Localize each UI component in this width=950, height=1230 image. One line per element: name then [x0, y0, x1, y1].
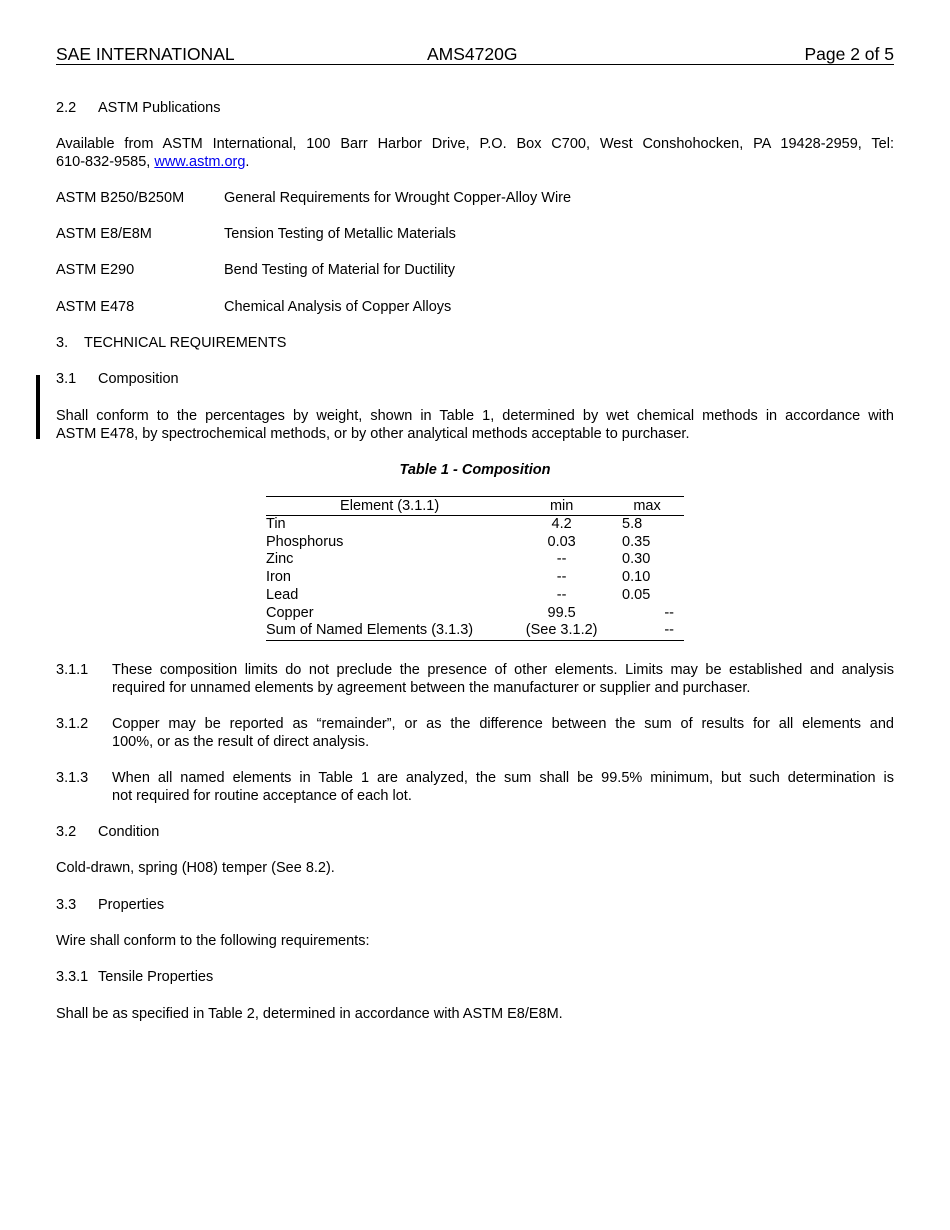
table-1-caption: Table 1 - Composition	[399, 462, 551, 478]
text-line-1: These composition limits do not preclude the presence of other elements. Limits may be established and analysis	[112, 662, 894, 678]
text-line-2: not required for routine acceptance of each lot.	[112, 788, 412, 804]
reference-title: Chemical Analysis of Copper Alloys	[224, 299, 452, 315]
cell-min: --	[556, 569, 567, 586]
text-line-1: Copper may be reported as “remainder”, or as the difference between the sum of results for all elements and	[112, 716, 894, 732]
section-3-1-3	[56, 769, 894, 805]
section-3-3-1-heading	[56, 968, 213, 986]
section-number: 3.1	[56, 371, 77, 387]
availability-line-2	[56, 154, 249, 170]
section-3-1-1	[56, 661, 894, 697]
page-header	[56, 43, 894, 65]
reference-item	[56, 298, 451, 316]
section-title: Properties	[98, 897, 165, 913]
cell-min: --	[556, 551, 567, 568]
section-title: Tensile Properties	[98, 969, 214, 985]
section-3-2-heading	[56, 823, 159, 841]
cell-element: Sum of Named Elements (3.1.3)	[266, 622, 474, 639]
header-org: SAE INTERNATIONAL	[56, 44, 235, 64]
section-number: 3.	[56, 335, 69, 351]
section-number: 3.1.3	[56, 770, 89, 786]
cell-min: 0.03	[547, 533, 576, 550]
text-line-2: required for unnamed elements by agreement between the manufacturer or supplier and purchaser.	[112, 680, 751, 696]
cell-min: 4.2	[551, 516, 572, 532]
composition-table	[266, 496, 684, 641]
availability-period: .	[245, 154, 250, 170]
properties-text: Wire shall conform to the following requirements:	[56, 933, 370, 949]
cell-max: --	[664, 604, 674, 621]
revision-change-bar	[36, 375, 40, 439]
cell-min: --	[556, 586, 567, 603]
cell-element: Phosphorus	[266, 533, 344, 550]
section-number: 3.1.1	[56, 662, 89, 678]
reference-item	[56, 189, 571, 207]
section-title: Composition	[98, 371, 179, 387]
availability-phone: 610-832-9585,	[56, 154, 155, 170]
table-row	[266, 534, 684, 552]
section-3-1-2	[56, 715, 894, 751]
section-3-heading	[56, 334, 286, 352]
text-line-1: When all named elements in Table 1 are analyzed, the sum shall be 99.5% minimum, but such determination is	[112, 770, 894, 786]
availability-line-1: Available from ASTM International, 100 Barr Harbor Drive, P.O. Box C700, West Conshohocken, PA 19428-2959, Tel:	[56, 136, 894, 152]
section-number: 3.2	[56, 824, 77, 840]
cell-min: (See 3.1.2)	[525, 622, 598, 639]
composition-line-1: Shall conform to the percentages by weight, shown in Table 1, determined by wet chemical methods in accordance with	[56, 408, 894, 424]
cell-element: Zinc	[266, 551, 294, 568]
section-number: 3.1.2	[56, 716, 89, 732]
section-title: TECHNICAL REQUIREMENTS	[84, 335, 287, 351]
cell-element: Tin	[266, 516, 286, 532]
header-doc-number: AMS4720G	[427, 44, 518, 64]
section-number: 3.3	[56, 897, 77, 913]
section-title: ASTM Publications	[98, 100, 221, 116]
table-row	[266, 622, 684, 640]
composition-line-2: ASTM E478, by spectrochemical methods, or by other analytical methods acceptable to purchaser.	[56, 426, 690, 442]
table-row	[266, 516, 684, 534]
cell-max: 0.30	[622, 551, 651, 568]
section-3-3-heading	[56, 896, 164, 914]
cell-max: 0.05	[622, 586, 651, 603]
composition-paragraph	[56, 407, 894, 443]
section-number: 2.2	[56, 100, 77, 116]
header-page-number: Page 2 of 5	[804, 44, 894, 64]
section-title: Condition	[98, 824, 160, 840]
cell-max: 0.10	[622, 569, 651, 586]
cell-max: 5.8	[622, 516, 643, 532]
astm-availability-paragraph	[56, 135, 894, 171]
table-row	[266, 551, 684, 569]
tensile-properties-text: Shall be as specified in Table 2, determined in accordance with ASTM E8/E8M.	[56, 1006, 563, 1022]
cell-max: 0.35	[622, 533, 651, 550]
reference-code: ASTM B250/B250M	[56, 190, 185, 206]
condition-text: Cold-drawn, spring (H08) temper (See 8.2).	[56, 860, 335, 876]
section-3-1-heading	[56, 370, 179, 388]
section-2-2-heading	[56, 99, 221, 117]
astm-website-link[interactable]: www.astm.org	[154, 154, 246, 170]
table-row	[266, 569, 684, 587]
reference-code: ASTM E290	[56, 262, 135, 278]
reference-code: ASTM E478	[56, 299, 135, 315]
cell-element: Copper	[266, 604, 314, 621]
column-header-max: max	[610, 497, 684, 516]
table-header-row	[266, 497, 684, 516]
table-row	[266, 605, 684, 623]
column-header-element: Element (3.1.1)	[266, 497, 513, 516]
text-line-2: 100%, or as the result of direct analysis.	[112, 734, 370, 750]
section-text	[112, 661, 894, 697]
section-text	[112, 769, 894, 805]
reference-item	[56, 225, 456, 243]
cell-element: Lead	[266, 586, 299, 603]
cell-min: 99.5	[547, 604, 576, 621]
reference-title: Bend Testing of Material for Ductility	[224, 262, 456, 278]
cell-max: --	[664, 622, 674, 639]
reference-title: General Requirements for Wrought Copper-Alloy Wire	[224, 190, 572, 206]
section-number: 3.3.1	[56, 969, 89, 985]
reference-item	[56, 261, 455, 279]
column-header-min: min	[513, 497, 610, 516]
table-row	[266, 587, 684, 605]
reference-code: ASTM E8/E8M	[56, 226, 152, 242]
reference-title: Tension Testing of Metallic Materials	[224, 226, 456, 242]
cell-element: Iron	[266, 569, 291, 586]
section-text	[112, 715, 894, 751]
